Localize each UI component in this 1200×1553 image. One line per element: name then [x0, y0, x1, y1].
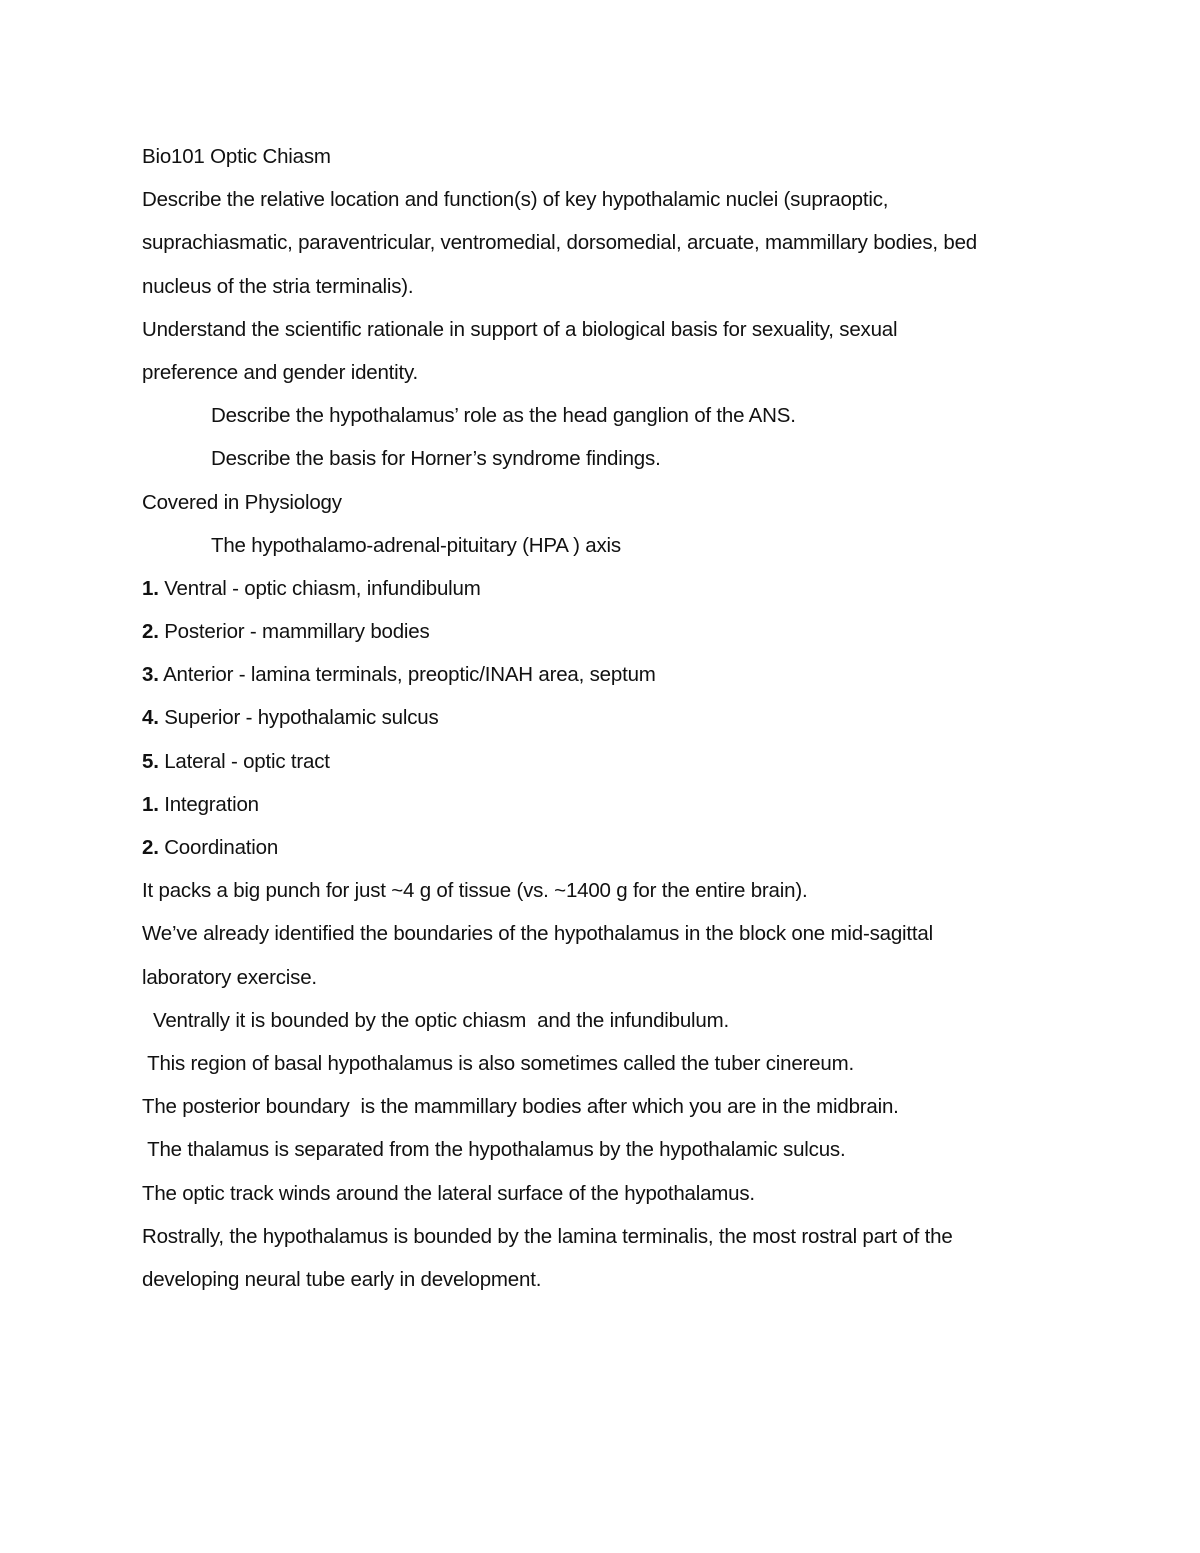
covered-heading: Covered in Physiology	[142, 490, 342, 514]
body-line: It packs a big punch for just ~4 g of tissue (vs. ~1400 g for the entire brain).	[142, 879, 808, 903]
objective-line: suprachiasmatic, paraventricular, ventromedial, dorsomedial, arcuate, mammillary bodies, bed	[142, 231, 978, 255]
boundary-item	[142, 656, 1072, 699]
boundary-number: 1.	[142, 576, 159, 600]
body-line: developing neural tube early in development.	[142, 1267, 542, 1291]
body-line: Ventrally it is bounded by the optic chiasm and the infundibulum.	[142, 1008, 729, 1032]
boundary-number: 5.	[142, 749, 159, 773]
objective-line: Understand the scientific rationale in support of a biological basis for sexuality, sexual	[142, 317, 898, 341]
boundary-item	[142, 743, 1072, 786]
boundary-text: Ventral - optic chiasm, infundibulum	[158, 576, 481, 600]
body-line: We’ve already identified the boundaries of the hypothalamus in the block one mid-sagittal	[142, 922, 933, 946]
document-body	[142, 138, 1072, 1304]
body-line: The thalamus is separated from the hypothalamus by the hypothalamic sulcus.	[142, 1138, 846, 1162]
document-title: Bio101 Optic Chiasm	[142, 145, 331, 168]
body-line: This region of basal hypothalamus is also sometimes called the tuber cinereum.	[142, 1051, 854, 1075]
body-line: Rostrally, the hypothalamus is bounded by the lamina terminalis, the most rostral part of the	[142, 1224, 953, 1248]
boundary-number: 3.	[142, 663, 159, 687]
body-line: laboratory exercise.	[142, 965, 317, 989]
boundary-number: 4.	[142, 706, 159, 730]
covered-item: The hypothalamo-adrenal-pituitary (HPA ) axis	[211, 533, 621, 557]
boundary-item	[142, 613, 1072, 656]
function-item	[142, 786, 1072, 829]
boundary-text: Posterior - mammillary bodies	[158, 620, 430, 644]
objective-line: preference and gender identity.	[142, 360, 419, 384]
boundary-item	[142, 699, 1072, 742]
function-item	[142, 829, 1072, 872]
objective-line: Describe the relative location and function(s) of key hypothalamic nuclei (supraoptic,	[142, 188, 889, 212]
function-number: 1.	[142, 792, 159, 816]
boundary-item	[142, 570, 1072, 613]
boundary-text: Superior - hypothalamic sulcus	[158, 706, 439, 730]
function-text: Coordination	[158, 836, 279, 859]
boundary-text: Lateral - optic tract	[158, 749, 330, 773]
body-line: The optic track winds around the lateral surface of the hypothalamus.	[142, 1181, 755, 1205]
indented-objective: Describe the basis for Horner’s syndrome findings.	[211, 447, 661, 471]
indented-objective: Describe the hypothalamus’ role as the head ganglion of the ANS.	[211, 404, 796, 428]
function-number: 2.	[142, 836, 159, 859]
function-text: Integration	[158, 792, 259, 816]
body-line: The posterior boundary is the mammillary bodies after which you are in the midbrain.	[142, 1095, 899, 1119]
boundary-number: 2.	[142, 620, 159, 644]
boundary-text: Anterior - lamina terminals, preoptic/INAH area, septum	[158, 663, 656, 687]
objective-line: nucleus of the stria terminalis).	[142, 274, 414, 298]
